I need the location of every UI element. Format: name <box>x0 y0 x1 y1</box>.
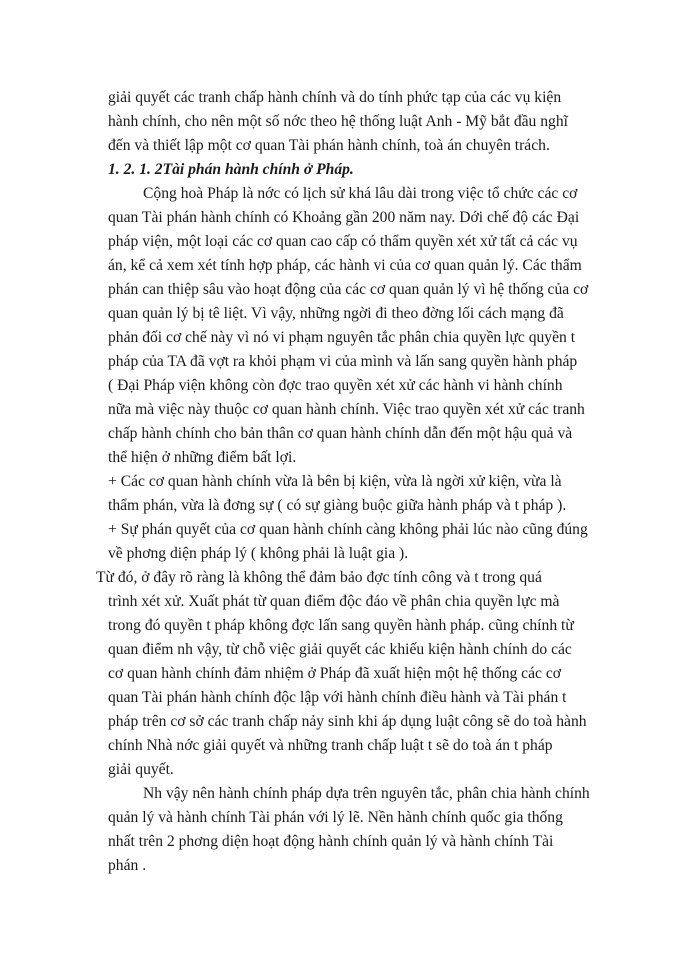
text-line: trình xét xử. Xuất phát từ quan điểm độc đáo về phân chia quyền lực mà <box>108 593 560 610</box>
text-line: phán . <box>108 857 147 874</box>
text-line: nhất trên 2 phơng diện hoạt động hành chính quản lý và hành chính Tài <box>108 833 554 850</box>
text-line: quan Tài phán hành chính có Khoảng gần 200 năm nay. Dới chế độ các Đại <box>108 209 580 226</box>
text-line: về phơng diện pháp lý ( không phải là luật gia ). <box>108 545 409 562</box>
text-line: hành chính, cho nên một số nớc theo hệ thống luật Anh - Mỹ bắt đầu nghĩ <box>108 113 568 130</box>
text-line: thể hiện ở những điểm bất lợi. <box>108 449 297 466</box>
text-line: án, kể cả xem xét tính hợp pháp, các hành vi của cơ quan quản lý. Các thẩm <box>108 257 582 274</box>
text-line: chấp hành chính cho bản thân cơ quan hành chính dẫn đến một hậu quả và <box>108 425 573 442</box>
text-line: pháp trên cơ sở các tranh chấp nảy sinh khi áp dụng luật công sẽ do toà hành <box>108 713 587 730</box>
text-line: Từ đó, ở đây rõ ràng là không thể đảm bảo đợc tính công và t trong quá <box>96 569 542 586</box>
section-heading: 1. 2. 1. 2Tài phán hành chính ở Pháp. <box>108 161 354 178</box>
text-line: quản lý và hành chính Tài phán với lý lẽ. Nền hành chính quốc gia thống <box>108 809 563 826</box>
text-line: cơ quan hành chính đảm nhiệm ở Pháp đã xuất hiện một hệ thống các cơ <box>108 665 562 682</box>
text-line: quan điểm nh vậy, từ chỗ việc giải quyết các khiếu kiện hành chính do các <box>108 641 572 658</box>
text-line: nữa mà việc này thuộc cơ quan hành chính. Việc trao quyền xét xử các tranh <box>108 401 585 418</box>
text-line: phán can thiệp sâu vào hoạt động của các cơ quan quản lý vì hệ thống của cơ <box>108 281 589 298</box>
text-line: + Sự phán quyết của cơ quan hành chính càng không phải lúc nào cũng đúng <box>108 521 588 538</box>
text-line: pháp viện, một loại các cơ quan cao cấp có thẩm quyền xét xử tất cả các vụ <box>108 233 578 250</box>
text-line: giải quyết. <box>108 761 174 778</box>
text-line: quan quản lý bị tê liệt. Vì vậy, những ngời đi theo đờng lối cách mạng đã <box>108 305 564 322</box>
text-line: chính Nhà nớc giải quyết và những tranh chấp luật t sẽ do toà án t pháp <box>108 737 553 754</box>
text-line: Cộng hoà Pháp là nớc có lịch sử khá lâu dài trong việc tổ chức các cơ <box>143 185 578 202</box>
text-line: pháp của TA đã vợt ra khỏi phạm vi của mình và lấn sang quyền hành pháp <box>108 353 578 370</box>
text-line: đến và thiết lập một cơ quan Tài phán hành chính, toà án chuyên trách. <box>108 137 550 154</box>
text-line: ( Đại Pháp viện không còn đợc trao quyền xét xử các hành vi hành chính <box>108 377 563 394</box>
text-line: trong đó quyền t pháp không đợc lấn sang quyền hành pháp. cũng chính từ <box>108 617 574 634</box>
text-line: thẩm phán, vừa là đơng sự ( có sự giàng buộc giữa hành pháp và t pháp ). <box>108 497 567 514</box>
text-line: Nh vậy nên hành chính pháp dựa trên nguyên tắc, phân chia hành chính <box>143 785 590 802</box>
text-line: + Các cơ quan hành chính vừa là bên bị kiện, vừa là ngời xử kiện, vừa là <box>108 473 562 490</box>
text-line: giải quyết các tranh chấp hành chính và do tính phức tạp của các vụ kiện <box>108 89 562 106</box>
text-line: phản đối cơ chế này vì nó vi phạm nguyên tắc phân chia quyền lực quyền t <box>108 329 576 346</box>
text-line: quan Tài phán hành chính độc lập với hành chính điều hành và Tài phán t <box>108 689 567 706</box>
